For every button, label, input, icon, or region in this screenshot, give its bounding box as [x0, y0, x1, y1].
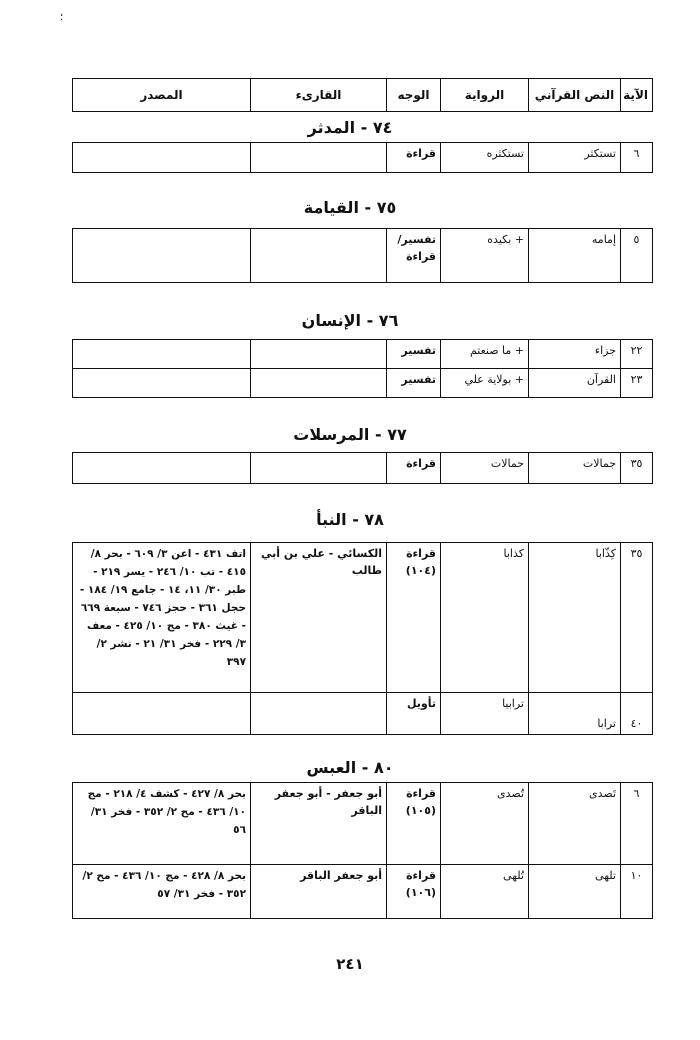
cell-wajh: قراءة (١٠٥) [387, 783, 441, 865]
cell-qari: أبو جعفر الباقر [251, 865, 387, 919]
cell-qari [251, 453, 387, 484]
cell-text: تلهى [529, 865, 621, 919]
table-row [73, 543, 653, 693]
cell-text: كِذّابا [529, 543, 621, 693]
cell-text: القرآن [529, 369, 621, 398]
header-row [73, 79, 653, 112]
table-row [73, 369, 653, 398]
cell-riwaya: + بكيده [441, 229, 529, 283]
page-number: ٢٤١ [336, 955, 364, 973]
cell-aya: ٦ [621, 143, 653, 173]
cell-riwaya: حمالات [441, 453, 529, 484]
section-table [72, 542, 653, 735]
cell-aya: ٤٠ [621, 693, 653, 735]
cell-riwaya: تُصدى [441, 783, 529, 865]
table-row [73, 693, 653, 735]
cell-aya: ٢٢ [621, 340, 653, 369]
section-table [72, 228, 653, 283]
cell-qari: أبو جعفر - أبو جعفر الباقر [251, 783, 387, 865]
cell-source [73, 143, 251, 173]
cell-wajh: قراءة [387, 453, 441, 484]
cell-aya: ٣٥ [621, 453, 653, 484]
table-row [73, 229, 653, 283]
table-row [73, 340, 653, 369]
header-riwaya: الرواية [441, 79, 529, 112]
cell-qari [251, 229, 387, 283]
cell-wajh: تفسير [387, 340, 441, 369]
cell-text: تستكثر [529, 143, 621, 173]
cell-wajh: قراءة (١٠٤) [387, 543, 441, 693]
cell-riwaya: ترابيا [441, 693, 529, 735]
section-table [72, 782, 653, 919]
cell-text: ترابا [529, 693, 621, 735]
cell-aya: ٥ [621, 229, 653, 283]
cell-source [73, 453, 251, 484]
header-table [72, 78, 653, 112]
section-title: ٨٠ - العبس [306, 758, 394, 777]
cell-riwaya: + بولاية علي [441, 369, 529, 398]
cell-wajh: تأويل [387, 693, 441, 735]
cell-text: تَصدى [529, 783, 621, 865]
cell-aya: ١٠ [621, 865, 653, 919]
table-row [73, 865, 653, 919]
cell-qari [251, 369, 387, 398]
section-title: ٧٧ - المرسلات [293, 425, 407, 444]
cell-source [73, 369, 251, 398]
table-row [73, 453, 653, 484]
cell-qari [251, 693, 387, 735]
cell-source: اتف ٤٣١ - اعن ٣/ ٦٠٩ - بحر ٨/ ٤١٥ - تب ١٠/ ٢٤٦ - يسر ٢١٩ - طبر ٣٠/ ١١، ١٤ - جامع ١٩/ ١٨٤ - حجل ٣٦١ - حجز ٧٤٦ - سبعة ٦٦٩ - غيث ٣٨٠ - مج ١٠/ ٤٢٥ - معف ٣/ ٢٢٩ - فخر ٣١/ ٢١ - نشر ٢/ ٣٩٧ [73, 543, 251, 693]
cell-text: جمالات [529, 453, 621, 484]
cell-qari [251, 143, 387, 173]
cell-text: إمامه [529, 229, 621, 283]
section-table [72, 452, 653, 484]
section-table [72, 142, 653, 173]
cell-wajh: تفسير [387, 369, 441, 398]
section-table [72, 339, 653, 398]
cell-riwaya: + ما صنعتم [441, 340, 529, 369]
cell-source: بحر ٨/ ٤٢٧ - كشف ٤/ ٢١٨ - مج ١٠/ ٤٣٦ - مح ٢/ ٣٥٢ - فخر ٣١/ ٥٦ [73, 783, 251, 865]
cell-source [73, 340, 251, 369]
section-title: ٧٨ - النبأ [316, 510, 384, 529]
cell-qari [251, 340, 387, 369]
cell-riwaya: تستكثره [441, 143, 529, 173]
cell-riwaya: تُلهى [441, 865, 529, 919]
cell-text: جزاء [529, 340, 621, 369]
cell-aya: ٢٣ [621, 369, 653, 398]
cell-source [73, 229, 251, 283]
header-wajh: الوجه [387, 79, 441, 112]
cell-wajh: قراءة (١٠٦) [387, 865, 441, 919]
table-row [73, 143, 653, 173]
section-title: ٧٦ - الإنسان [301, 311, 399, 330]
header-text: النص القرآني [529, 79, 621, 112]
cell-source [73, 693, 251, 735]
header-aya: الآية [621, 79, 653, 112]
header-source: المصدر [73, 79, 251, 112]
cell-aya: ٣٥ [621, 543, 653, 693]
table-row [73, 783, 653, 865]
cell-wajh: قراءة [387, 143, 441, 173]
cell-wajh: تفسير/ قراءة [387, 229, 441, 283]
corner-mark: ؛ [60, 12, 64, 23]
section-title: ٧٤ - المدثر [307, 118, 393, 137]
header-qari: القارىء [251, 79, 387, 112]
section-title: ٧٥ - القيامة [303, 198, 397, 217]
cell-qari: الكسائي - علي بن أبي طالب [251, 543, 387, 693]
cell-source: بحر ٨/ ٤٢٨ - مج ١٠/ ٤٣٦ - مح ٢/ ٣٥٢ - فخر ٣١/ ٥٧ [73, 865, 251, 919]
cell-riwaya: كذابا [441, 543, 529, 693]
cell-aya: ٦ [621, 783, 653, 865]
